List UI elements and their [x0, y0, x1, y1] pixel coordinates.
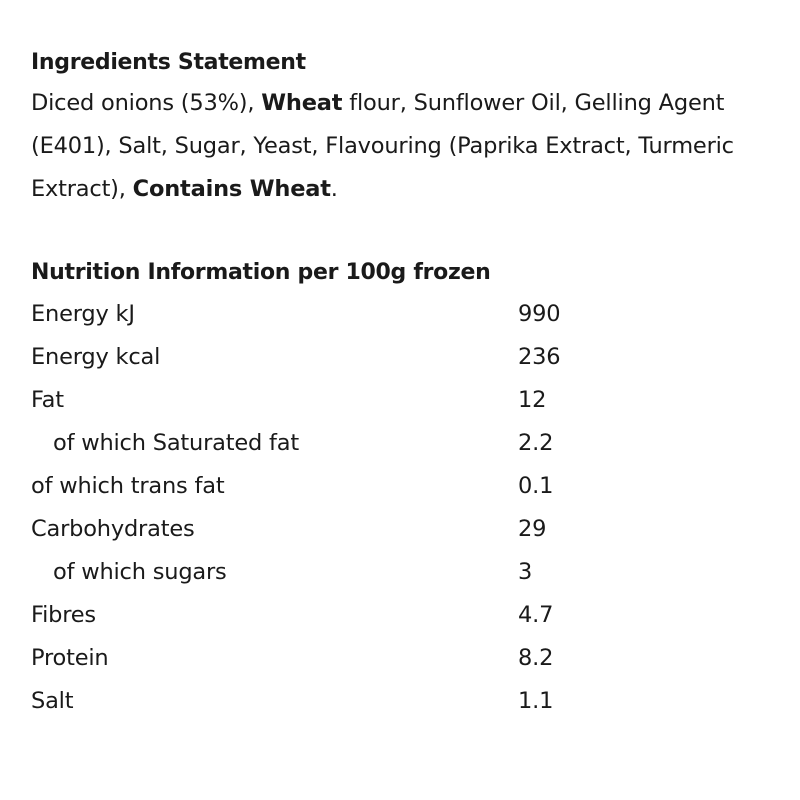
nutrition-heading: Nutrition Information per 100g frozen	[31, 260, 491, 285]
nutrition-value: 4.7	[518, 601, 554, 628]
ingredients-segment-bold: Wheat	[261, 90, 343, 116]
nutrition-value: 29	[518, 515, 547, 542]
nutrition-label: Salt	[31, 687, 74, 714]
nutrition-row	[31, 292, 791, 335]
nutrition-row	[31, 593, 791, 636]
nutrition-label: of which trans fat	[31, 472, 225, 499]
nutrition-label: of which sugars	[53, 558, 227, 585]
nutrition-value: 12	[518, 386, 547, 413]
nutrition-value: 8.2	[518, 644, 554, 671]
ingredients-segment: flour, Sunflower Oil, Gelling Agent (E401), Salt, Sugar, Yeast, Flavouring (Paprika Extract, Turmeric Extract),	[31, 90, 734, 202]
nutrition-value: 236	[518, 343, 561, 370]
nutrition-row	[31, 378, 791, 421]
nutrition-label: Energy kcal	[31, 343, 161, 370]
nutrition-row	[31, 335, 791, 378]
ingredients-heading: Ingredients Statement	[31, 50, 306, 75]
product-info	[31, 44, 791, 722]
nutrition-row	[31, 507, 791, 550]
nutrition-label: Fat	[31, 386, 64, 413]
nutrition-row	[31, 550, 791, 593]
nutrition-table	[31, 292, 791, 722]
nutrition-label: Fibres	[31, 601, 96, 628]
nutrition-value: 3	[518, 558, 533, 585]
nutrition-row	[31, 679, 791, 722]
ingredients-segment-bold: Contains Wheat	[132, 176, 331, 202]
nutrition-row	[31, 464, 791, 507]
nutrition-value: 0.1	[518, 472, 554, 499]
nutrition-label: of which Saturated fat	[53, 429, 299, 456]
nutrition-label: Energy kJ	[31, 300, 135, 327]
nutrition-row	[31, 421, 791, 464]
ingredients-segment: Diced onions (53%),	[31, 90, 262, 116]
nutrition-value: 1.1	[518, 687, 554, 714]
nutrition-value: 2.2	[518, 429, 554, 456]
nutrition-label: Protein	[31, 644, 109, 671]
nutrition-label: Carbohydrates	[31, 515, 195, 542]
ingredients-text	[31, 82, 791, 211]
nutrition-value: 990	[518, 300, 561, 327]
ingredients-segment: .	[330, 176, 338, 202]
nutrition-row	[31, 636, 791, 679]
